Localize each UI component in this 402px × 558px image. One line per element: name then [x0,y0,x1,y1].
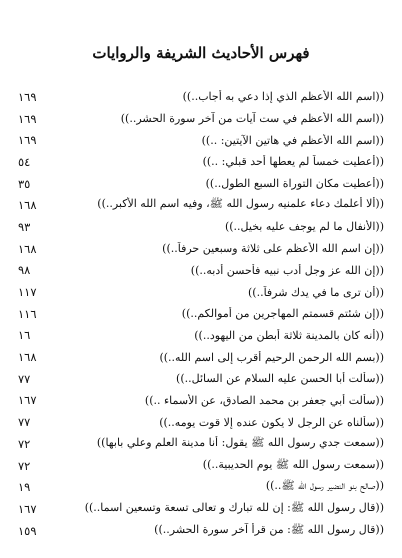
index-entry [18,411,384,433]
entry-page-number: ١٦٩ [18,133,37,148]
entry-text: ((قال رسول الله ﷺ: من قرأ آخر سورة الحشر..)) [154,522,384,536]
page-title: فهرس الأحاديث الشريفة والروايات [92,44,310,62]
entry-page-number: ٥٤ [18,154,31,169]
index-entry [18,108,384,130]
entry-page-number: ٩٨ [18,263,31,278]
index-entry [18,520,384,542]
entry-page-number: ١٦٨ [18,198,37,213]
entry-page-number: ١١٦ [18,306,37,321]
entry-page-number: ١٦٩ [18,111,37,126]
entry-page-number: ١٦٨ [18,241,37,256]
entry-text: ((إن الله عز وجل أدب نبيه فأحسن أدبه..)) [190,263,384,277]
index-entry [18,173,384,195]
entry-text: ((صالح بنو النضير رسول الله ﷺ..)) [265,479,384,493]
index-entry [18,455,384,477]
entry-text: ((اسم الله الأعظم الذي إذا دعي به أجاب..)) [182,90,384,104]
index-entry [18,260,384,282]
index-entry [18,433,384,455]
entry-page-number: ٧٧ [18,415,31,430]
entry-page-number: ١١٧ [18,285,37,300]
index-entry [18,216,384,238]
entry-text: ((أنه كان بالمدينة ثلاثة أبطن من اليهود..)) [194,328,384,342]
entry-page-number: ١٦٧ [18,501,37,516]
hadith-index-list [18,86,384,541]
entry-page-number: ١٦٨ [18,350,37,365]
entry-page-number: ٣٥ [18,176,31,191]
entry-text: ((أن ترى ما في يدك شرفاً..)) [248,285,384,299]
index-entry [18,325,384,347]
index-entry [18,129,384,151]
entry-page-number: ٧٢ [18,458,31,473]
entry-text: ((إن شئتم قسمتم المهاجرين من أموالكم..)) [181,307,384,321]
entry-page-number: ٧٢ [18,436,31,451]
entry-text: ((سألناه عن الرجل لا يكون عنده إلا قوت يومه..)) [159,415,384,429]
entry-text: ((سألت أبا الحسن عليه السلام عن السائل..)) [176,372,384,386]
entry-page-number: ٧٧ [18,371,31,386]
entry-text: ((اسم الله الأعظم في ست آيات من آخر سورة الحشر..)) [120,112,384,126]
entry-page-number: ١٥٩ [18,523,37,538]
index-entry [18,498,384,520]
entry-page-number: ١٦٧ [18,393,37,408]
index-entry [18,368,384,390]
entry-text: ((قال رسول الله ﷺ: إن لله تبارك و تعالى تسعة وتسعين اسما..)) [84,500,384,514]
index-entry [18,281,384,303]
entry-text: ((أعطيت خمساً لم يعطها أحد قبلي: ..)) [202,155,384,169]
entry-text: ((اسم الله الأعظم في هاتين الآيتين: ..)) [201,133,384,147]
entry-text: ((الأنفال ما لم يوجف عليه بخيل..)) [224,220,384,234]
entry-page-number: ١٦٩ [18,89,37,104]
index-entry [18,303,384,325]
index-entry [18,86,384,108]
index-entry [18,151,384,173]
entry-text: ((ألا أعلمك دعاء علمنيه رسول الله ﷺ، وفيه اسم الله الأكبر..)) [97,197,384,211]
index-entry [18,194,384,216]
index-entry [18,390,384,412]
entry-page-number: ٩٣ [18,219,31,234]
entry-text: ((سمعت رسول الله ﷺ يوم الحديبية..)) [202,457,384,471]
entry-text: ((سألت أبي جعفر بن محمد الصادق، عن الأسماء ..)) [144,393,384,407]
entry-text: ((بسم الله الرحمن الرحيم أقرب إلى اسم الله..)) [159,350,384,364]
index-entry [18,476,384,498]
entry-text: ((إن اسم الله الأعظم على ثلاثة وسبعين حرفاً..)) [162,242,384,256]
entry-page-number: ١٦ [18,328,31,343]
entry-page-number: ١٩ [18,480,31,495]
entry-text: ((أعطيت مكان التوراة السبع الطول..)) [205,177,384,191]
index-entry [18,238,384,260]
entry-text: ((سمعت جدي رسول الله ﷺ يقول: أنا مدينة العلم وعلي بابها)) [96,435,384,449]
index-entry [18,346,384,368]
